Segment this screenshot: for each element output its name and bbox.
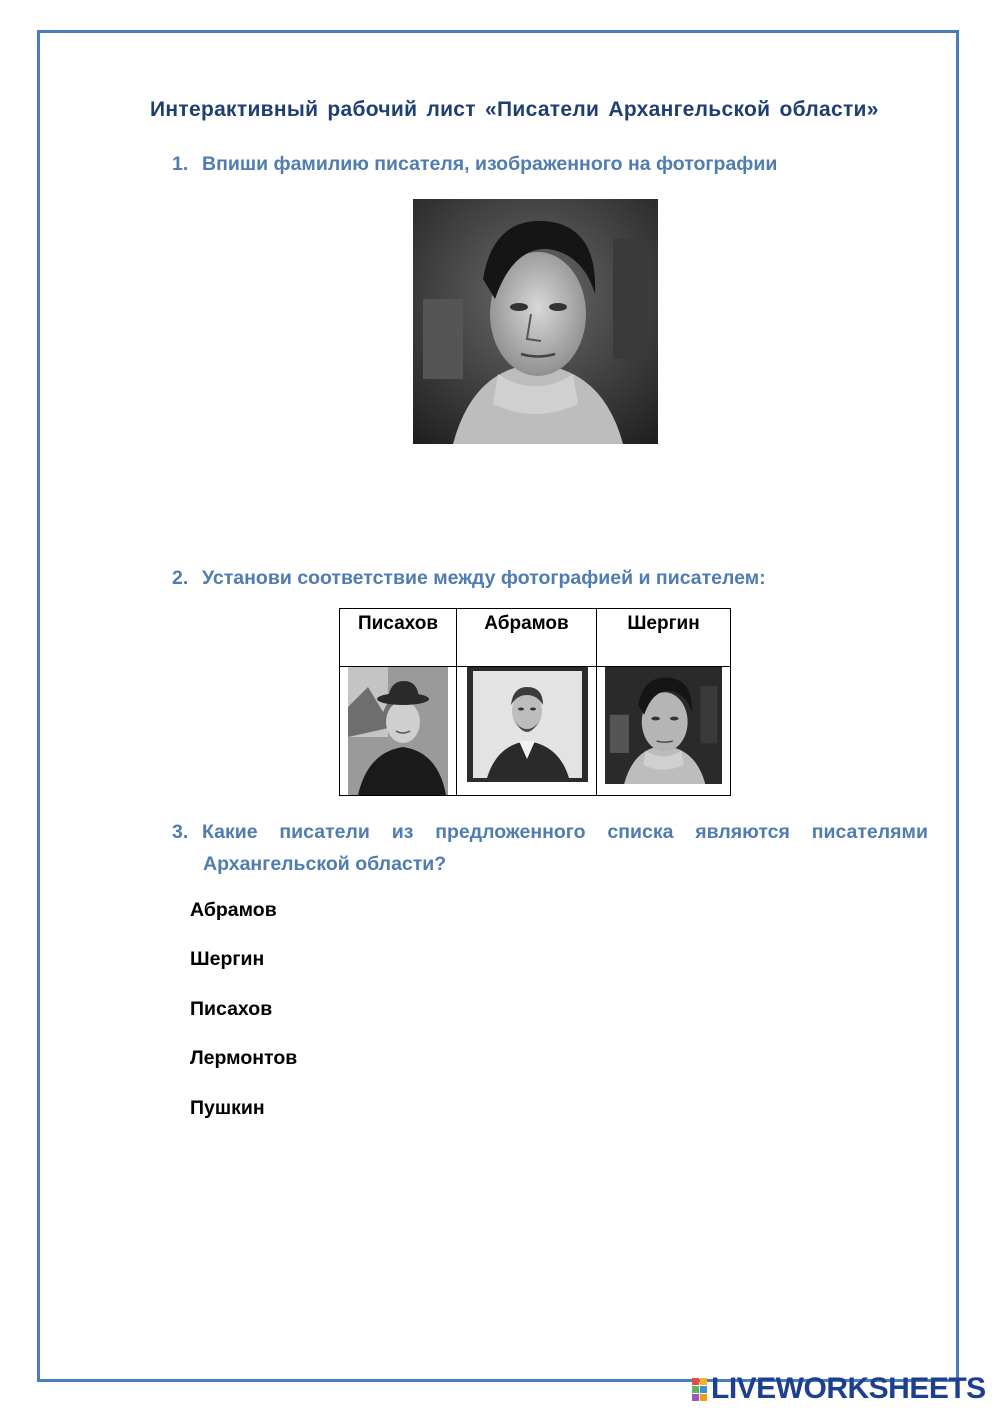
question-3 xyxy=(172,816,928,880)
question-2-number: 2. xyxy=(172,567,189,589)
question-1 xyxy=(172,153,777,176)
question-2-text: Установи соответствие между фотографией и писателем: xyxy=(202,567,766,589)
photo-cell-1[interactable] xyxy=(340,667,457,796)
question-3-word: списка xyxy=(607,821,674,843)
question-3-word: являются xyxy=(695,821,790,843)
header-cell-abramov: Абрамов xyxy=(457,609,597,667)
question-3-word: предложенного xyxy=(435,821,586,843)
header-cell-shergin: Шергин xyxy=(597,609,731,667)
writer-portrait-photo xyxy=(413,199,658,444)
brand-name: LIVEWORKSHEETS xyxy=(711,1372,986,1405)
question-3-word: писатели xyxy=(279,821,370,843)
question-2 xyxy=(172,567,766,590)
writer-photo-bearded xyxy=(467,667,588,782)
question-3-number: 3. xyxy=(172,821,189,843)
option-shergin[interactable]: Шергин xyxy=(190,948,265,970)
question-3-word: писателями xyxy=(811,821,928,843)
liveworksheets-logo xyxy=(692,1374,986,1404)
writer-photo-sweater xyxy=(605,667,722,784)
photo-cell-3[interactable] xyxy=(597,667,731,796)
header-cell-pisakhov: Писахов xyxy=(340,609,457,667)
matching-table xyxy=(339,608,731,796)
writer-photo-hat xyxy=(348,667,448,795)
option-abramov[interactable]: Абрамов xyxy=(190,899,277,921)
logo-grid-icon xyxy=(692,1378,707,1401)
question-1-number: 1. xyxy=(172,153,189,175)
option-pisakhov[interactable]: Писахов xyxy=(190,998,273,1020)
question-3-word: Какие xyxy=(202,821,258,843)
question-3-line-1 xyxy=(172,816,928,848)
question-3-line-2: Архангельской области? xyxy=(203,853,447,875)
question-1-text: Впиши фамилию писателя, изображенного на фотографии xyxy=(202,153,778,175)
photo-cell-2[interactable] xyxy=(457,667,597,796)
worksheet-title: Интерактивный рабочий лист «Писатели Архангельской области» xyxy=(150,98,879,121)
option-pushkin[interactable]: Пушкин xyxy=(190,1097,265,1119)
question-3-word: из xyxy=(391,821,414,843)
option-lermontov[interactable]: Лермонтов xyxy=(190,1047,298,1069)
